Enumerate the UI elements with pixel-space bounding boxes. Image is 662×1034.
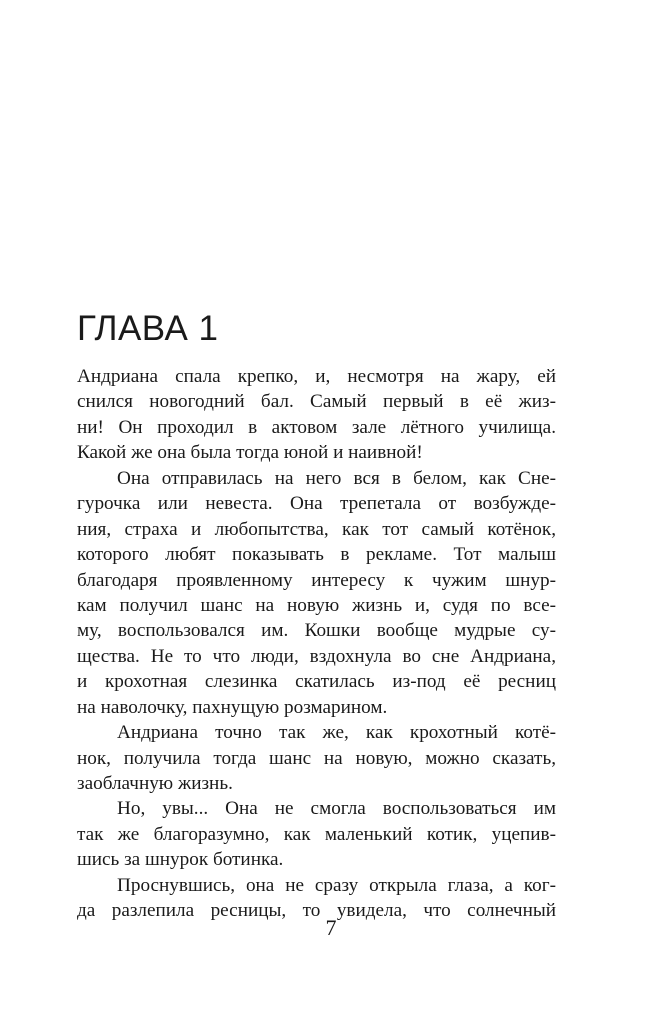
body-text	[77, 364, 556, 924]
text-line: на наволочку, пахнущую розмарином.	[77, 696, 388, 718]
text-line: гурочка или невеста. Она трепетала от возбужде-	[77, 493, 556, 515]
chapter-title: ГЛАВА 1	[77, 309, 219, 348]
text-line: Какой же она была тогда юной и наивной!	[77, 442, 423, 464]
text-line: кам получил шанс на новую жизнь и, судя по все-	[77, 594, 556, 616]
text-line: снился новогодний бал. Самый первый в её жиз-	[77, 391, 556, 413]
text-line: Но, увы... Она не смогла воспользоваться им	[117, 798, 556, 820]
text-line: и крохотная слезинка скатилась из-под её ресниц	[77, 671, 556, 693]
text-line: заоблачную жизнь.	[77, 773, 233, 794]
text-line: да разлепила ресницы, то увидела, что солнечный	[77, 900, 556, 922]
text-line: му, воспользовался им. Кошки вообще мудрые су-	[77, 620, 556, 642]
text-line: Андриана спала крепко, и, несмотря на жару, ей	[77, 366, 556, 387]
text-line: которого любят показывать в рекламе. Тот малыш	[77, 544, 556, 566]
text-line: Андриана точно так же, как крохотный котё-	[117, 722, 556, 744]
text-line: Она отправилась на него вся в белом, как Сне-	[117, 467, 556, 489]
text-line: нок, получила тогда шанс на новую, можно сказать,	[77, 747, 556, 769]
text-line: ни! Он проходил в актовом зале лётного училища.	[77, 416, 556, 438]
text-line: ния, страха и любопытства, как тот самый котёнок,	[77, 518, 556, 540]
text-line: щества. Не то что люди, вздохнула во сне Андриана,	[77, 645, 556, 667]
text-line: благодаря проявленному интересу к чужим шнур-	[77, 569, 556, 591]
page-number: 7	[325, 915, 337, 940]
text-line: так же благоразумно, как маленький котик, уцепив-	[77, 823, 556, 845]
text-line: Проснувшись, она не сразу открыла глаза, а ког-	[117, 874, 556, 896]
text-line: шись за шнурок ботинка.	[77, 849, 284, 871]
